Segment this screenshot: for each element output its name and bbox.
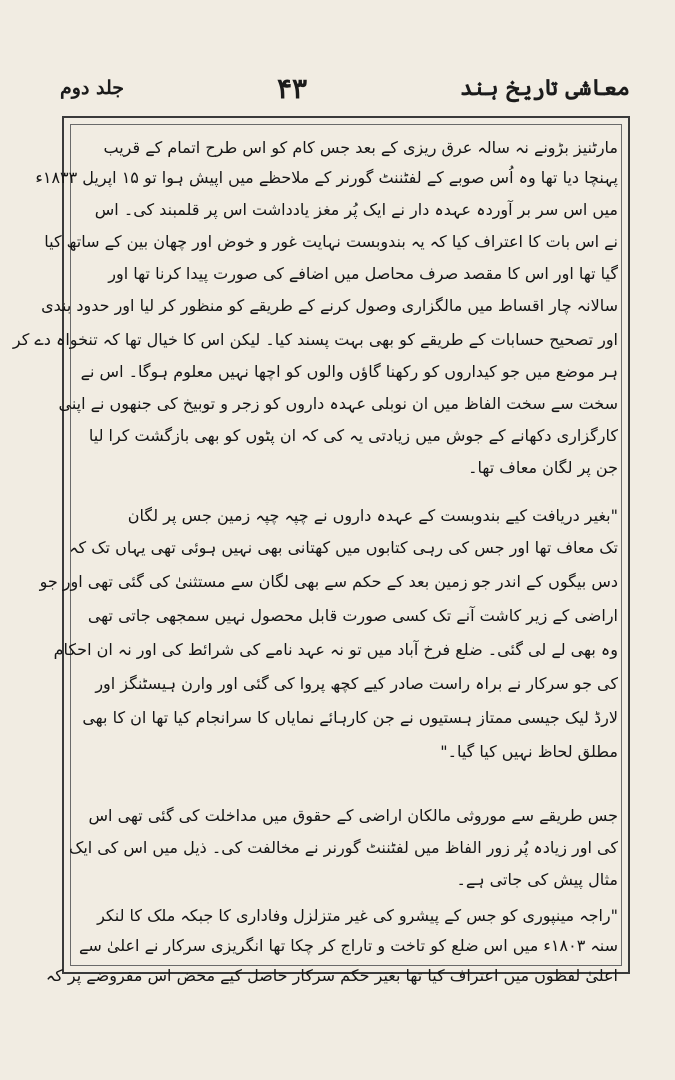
text-line: نے اس بات کا اعتراف کیا کہ یہ بندوبست نہایت غور و خوض اور چھان بین کے ساتھ کیا bbox=[44, 232, 618, 251]
text-line: گیا تھا اور اس کا مقصد صرف محاصل میں اضافے کی صورت پیدا کرنا تھا اور bbox=[108, 264, 618, 283]
quote-line: "بغیر دریافت کیے بندوبست کے عہدہ داروں نے چپہ چپہ زمین جس پر لگان bbox=[127, 506, 618, 525]
text-line: کی اور زیادہ پُر زور الفاظ میں لفٹننٹ گورنر نے مخالفت کی۔ ذیل میں اس کی ایک bbox=[69, 838, 618, 857]
quote-line: وہ بھی لے لی گئی۔ ضلع فرخ آباد میں تو نہ عہد نامے کی شرائط کی اور نہ ان احکام bbox=[53, 640, 618, 659]
volume-label: جلد دوم bbox=[60, 77, 125, 99]
quote-line: اراضی کے زیر کاشت آنے تک کسی صورت قابل محصول نہیں سمجھی جاتی تھی bbox=[87, 606, 618, 625]
text-line: پہنچا دیا تھا وہ اُس صوبے کے لفٹننٹ گورنر کے ملاحظے میں اپیش ہوا تو ۱۵ اپریل ۱۸۳۳ء bbox=[35, 168, 618, 187]
text-frame bbox=[12, 116, 630, 985]
quote-line: "راجہ مینپوری کو جس کے پیشرو کی غیر متزلزل وفاداری کا جبکہ ملک کا لنکر bbox=[97, 906, 618, 925]
quote-line: سنہ ۱۸۰۳ء میں اس ضلع کو تاخت و تاراج کر چکا تھا انگریزی سرکار نے اعلیٰ سے bbox=[78, 936, 618, 955]
page-header bbox=[60, 66, 630, 110]
text-line: سالانہ چار اقساط میں مالگزاری وصول کرنے کے طریقے کو منظور کر لیا اور حدود بندی bbox=[41, 296, 618, 315]
quote-line: مطلق لحاظ نہیں کیا گیا۔" bbox=[440, 742, 618, 761]
text-line: جس طریقے سے موروثی مالکان اراضی کے حقوق میں مداخلت کی گئی تھی اس bbox=[88, 806, 618, 825]
page-number: ۴۳ bbox=[276, 71, 308, 105]
text-line: مارٹنیز بڑونے نہ سالہ عرق ریزی کے بعد جس کام کو اس طرح اتمام کے قریب bbox=[103, 138, 618, 157]
book-title: معاشی تاریخ ہند bbox=[459, 75, 630, 101]
text-line: کارگزاری دکھانے کے جوش میں زیادتی یہ کی کہ ان پٹوں کو بھی بازگشت کرا لیا bbox=[88, 426, 618, 445]
quote-line: اعلیٰ لفظوں میں اعتراف کیا تھا بغیر حکم سرکار حاصل کیے محض اس مفروضے پر کہ bbox=[45, 966, 618, 985]
text-line: مثال پیش کی جاتی ہے۔ bbox=[456, 870, 618, 889]
quote-line: تک معاف تھا اور جس کی رہی کتابوں میں کھتانی بھی نہیں ہوئی تھی یہاں تک کہ bbox=[69, 538, 618, 557]
quote-line: کی جو سرکار نے براہ راست صادر کیے کچھ پروا کی گئی اور وارن ہیسٹنگز اور bbox=[95, 674, 618, 693]
text-line: میں اس سر بر آوردہ عہدہ دار نے ایک پُر مغز یادداشت اس پر قلمبند کی۔ اس bbox=[94, 200, 618, 219]
text-line: سخت سے سخت الفاظ میں ان نوبلی عہدہ داروں کو زجر و توبیخ کی جنھوں نے اپنی bbox=[58, 394, 618, 413]
quote-line: لارڈ لیک جیسی ممتاز ہستیوں نے جن کارہائے نمایاں کا سرانجام کیا تھا ان کا بھی bbox=[82, 708, 618, 727]
text-line: جن پر لگان معاف تھا۔ bbox=[468, 458, 618, 477]
text-line: اور تصحیح حسابات کے طریقے کو بھی بہت پسند کیا۔ لیکن اس کا خیال تھا کہ تنخواہ دے کر bbox=[12, 330, 618, 349]
quote-line: دس بیگوں کے اندر جو زمین بعد کے حکم سے بھی لگان سے مستثنیٰ کی گئی تھی اور جو bbox=[39, 572, 618, 591]
text-line: ہر موضع میں جو کیداروں کو رکھنا گاؤں والوں کو اچھا نہیں معلوم ہوگا۔ اس نے bbox=[80, 362, 618, 381]
